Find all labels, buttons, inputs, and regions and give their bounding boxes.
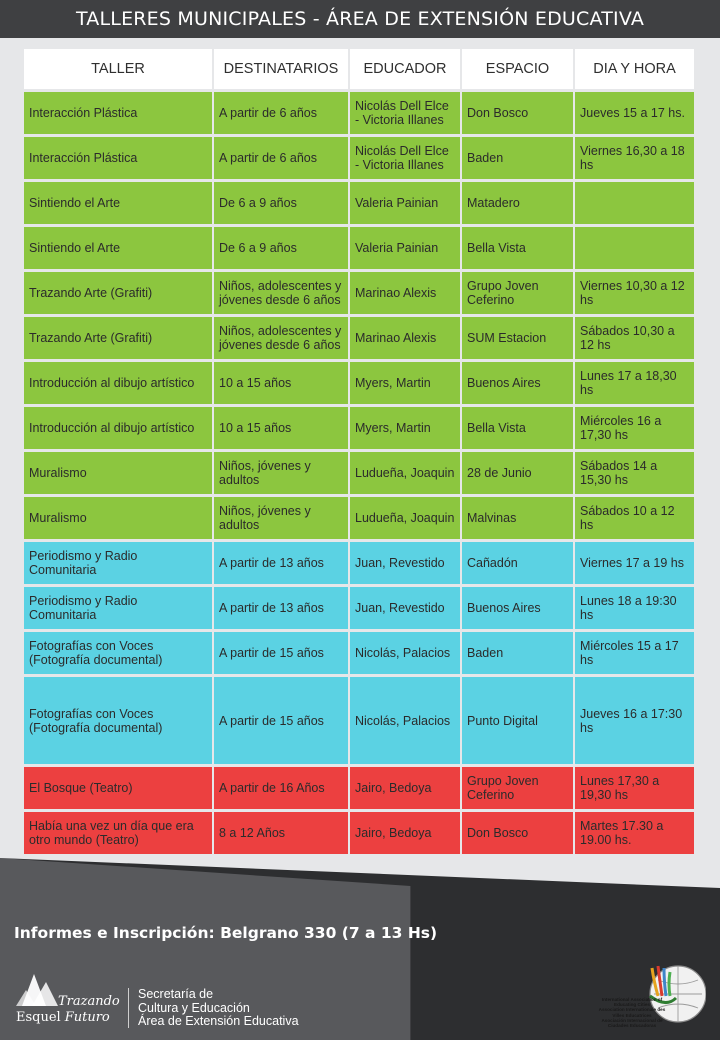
column-header-espacio: ESPACIO [462, 49, 573, 89]
cell-taller: Introducción al dibujo artístico [24, 362, 212, 404]
emblem-line-3: Association Internationale des [598, 1007, 666, 1013]
cell-destinatarios: 10 a 15 años [214, 407, 348, 449]
cell-taller: Interacción Plástica [24, 92, 212, 134]
cell-dia-hora [575, 227, 694, 269]
cell-taller: Fotografías con Voces (Fotografía documental) [24, 632, 212, 674]
cell-dia-hora: Jueves 16 a 17:30 hs [575, 677, 694, 764]
cell-espacio: Grupo Joven Ceferino [462, 272, 573, 314]
table-row [24, 362, 694, 404]
cell-destinatarios: Niños, jóvenes y adultos [214, 497, 348, 539]
cell-educador: Nicolás, Palacios [350, 677, 460, 764]
enrollment-info: Informes e Inscripción: Belgrano 330 (7 a 13 Hs) [14, 924, 438, 942]
cell-dia-hora: Sábados 14 a 15,30 hs [575, 452, 694, 494]
emblem-line-6: Ciudades Educadoras [607, 1023, 657, 1029]
table-row [24, 497, 694, 539]
cell-destinatarios: A partir de 15 años [214, 677, 348, 764]
cell-destinatarios: A partir de 16 Años [214, 767, 348, 809]
cell-educador: Valeria Painian [350, 227, 460, 269]
page-title-text: TALLERES MUNICIPALES - ÁREA DE EXTENSIÓN EDUCATIVA [75, 8, 645, 30]
cell-educador: Ludueña, Joaquin [350, 452, 460, 494]
emblem-line-5: Asociación Internacional de [601, 1017, 663, 1023]
cell-destinatarios: A partir de 13 años [214, 587, 348, 629]
cell-espacio: Bella Vista [462, 227, 573, 269]
table-row [24, 227, 694, 269]
cell-taller: Sintiendo el Arte [24, 182, 212, 224]
cell-educador: Marinao Alexis [350, 272, 460, 314]
secretaria-line-1: Secretaría de [138, 987, 214, 1001]
cell-taller: Sintiendo el Arte [24, 227, 212, 269]
column-header-educador: EDUCADOR [350, 49, 460, 89]
cell-dia-hora: Lunes 18 a 19:30 hs [575, 587, 694, 629]
table-row [24, 542, 694, 584]
cell-taller: Fotografías con Voces (Fotografía documental) [24, 677, 212, 764]
table-row [24, 137, 694, 179]
secretaria-line-2: Cultura y Educación [138, 1000, 250, 1015]
cell-taller: Había una vez un día que era otro mundo (Teatro) [24, 812, 212, 854]
table-row [24, 632, 694, 674]
cell-dia-hora: Viernes 16,30 a 18 hs [575, 137, 694, 179]
cell-espacio: Baden [462, 137, 573, 179]
cell-dia-hora: Jueves 15 a 17 hs. [575, 92, 694, 134]
cell-espacio: Bella Vista [462, 407, 573, 449]
cell-espacio: Buenos Aires [462, 362, 573, 404]
cell-espacio: 28 de Junio [462, 452, 573, 494]
cell-educador: Valeria Painian [350, 182, 460, 224]
column-header-destinatarios: DESTINATARIOS [214, 49, 348, 89]
cell-destinatarios: De 6 a 9 años [214, 227, 348, 269]
cell-dia-hora: Miércoles 15 a 17 hs [575, 632, 694, 674]
page-title [0, 0, 720, 38]
cell-educador: Nicolás, Palacios [350, 632, 460, 674]
logo-word-esquel: Esquel [16, 1010, 61, 1025]
cell-dia-hora: Sábados 10 a 12 hs [575, 497, 694, 539]
cell-dia-hora: Sábados 10,30 a 12 hs [575, 317, 694, 359]
cell-destinatarios: De 6 a 9 años [214, 182, 348, 224]
cell-destinatarios: 8 a 12 Años [214, 812, 348, 854]
table-row [24, 812, 694, 854]
emblem-line-1: International Association of [601, 997, 663, 1002]
cell-espacio: SUM Estacion [462, 317, 573, 359]
cell-taller: Muralismo [24, 452, 212, 494]
table-row [24, 452, 694, 494]
cell-taller: Muralismo [24, 497, 212, 539]
footer-divider [128, 988, 129, 1028]
cell-espacio: Malvinas [462, 497, 573, 539]
cell-educador: Nicolás Dell Elce - Victoria Illanes [350, 92, 460, 134]
table-header-row [24, 49, 694, 89]
table-row [24, 317, 694, 359]
cell-espacio: Matadero [462, 182, 573, 224]
cell-dia-hora [575, 182, 694, 224]
cell-educador: Ludueña, Joaquin [350, 497, 460, 539]
cell-destinatarios: Niños, adolescentes y jóvenes desde 6 años [214, 272, 348, 314]
emblem-line-4: Villes Educatrices [612, 1012, 652, 1018]
cell-taller: El Bosque (Teatro) [24, 767, 212, 809]
table-row [24, 182, 694, 224]
cell-educador: Myers, Martin [350, 407, 460, 449]
cell-destinatarios: A partir de 6 años [214, 137, 348, 179]
cell-educador: Myers, Martin [350, 362, 460, 404]
logo-words-esquel-futuro [16, 1010, 110, 1025]
table-row [24, 767, 694, 809]
cell-dia-hora: Lunes 17,30 a 19,30 hs [575, 767, 694, 809]
cell-dia-hora: Viernes 10,30 a 12 hs [575, 272, 694, 314]
table-row [24, 407, 694, 449]
cell-taller: Introducción al dibujo artístico [24, 407, 212, 449]
cell-espacio: Grupo Joven Ceferino [462, 767, 573, 809]
cell-educador: Marinao Alexis [350, 317, 460, 359]
cell-destinatarios: Niños, adolescentes y jóvenes desde 6 años [214, 317, 348, 359]
cell-educador: Juan, Revestido [350, 542, 460, 584]
cell-taller: Trazando Arte (Grafiti) [24, 272, 212, 314]
cell-espacio: Cañadón [462, 542, 573, 584]
table-row [24, 92, 694, 134]
cell-dia-hora: Viernes 17 a 19 hs [575, 542, 694, 584]
logo-word-futuro: Futuro [64, 1010, 110, 1025]
table-row [24, 677, 694, 764]
schedule-table [22, 46, 696, 857]
cell-dia-hora: Miércoles 16 a 17,30 hs [575, 407, 694, 449]
cell-espacio: Don Bosco [462, 92, 573, 134]
cell-espacio: Punto Digital [462, 677, 573, 764]
cell-espacio: Buenos Aires [462, 587, 573, 629]
cell-destinatarios: Niños, jóvenes y adultos [214, 452, 348, 494]
cell-espacio: Don Bosco [462, 812, 573, 854]
cell-educador: Jairo, Bedoya [350, 812, 460, 854]
emblem-caption [592, 997, 672, 1028]
column-header-dia-hora: DIA Y HORA [575, 49, 694, 89]
table-row [24, 587, 694, 629]
cell-educador: Nicolás Dell Elce - Victoria Illanes [350, 137, 460, 179]
column-header-taller: TALLER [24, 49, 212, 89]
cell-destinatarios: A partir de 6 años [214, 92, 348, 134]
secretaria-line-3: Área de Extensión Educativa [138, 1014, 299, 1028]
cell-destinatarios: 10 a 15 años [214, 362, 348, 404]
secretaria-block [138, 988, 299, 1029]
cell-dia-hora: Martes 17.30 a 19.00 hs. [575, 812, 694, 854]
cell-dia-hora: Lunes 17 a 18,30 hs [575, 362, 694, 404]
cell-destinatarios: A partir de 13 años [214, 542, 348, 584]
cell-educador: Jairo, Bedoya [350, 767, 460, 809]
cell-taller: Trazando Arte (Grafiti) [24, 317, 212, 359]
cell-taller: Interacción Plástica [24, 137, 212, 179]
table-row [24, 272, 694, 314]
cell-taller: Periodismo y Radio Comunitaria [24, 587, 212, 629]
logo-word-trazando: Trazando [58, 994, 120, 1009]
emblem-line-2: Educating Cities [614, 1002, 650, 1008]
cell-taller: Periodismo y Radio Comunitaria [24, 542, 212, 584]
cell-educador: Juan, Revestido [350, 587, 460, 629]
cell-destinatarios: A partir de 15 años [214, 632, 348, 674]
cell-espacio: Baden [462, 632, 573, 674]
schedule-table-container [24, 46, 696, 857]
